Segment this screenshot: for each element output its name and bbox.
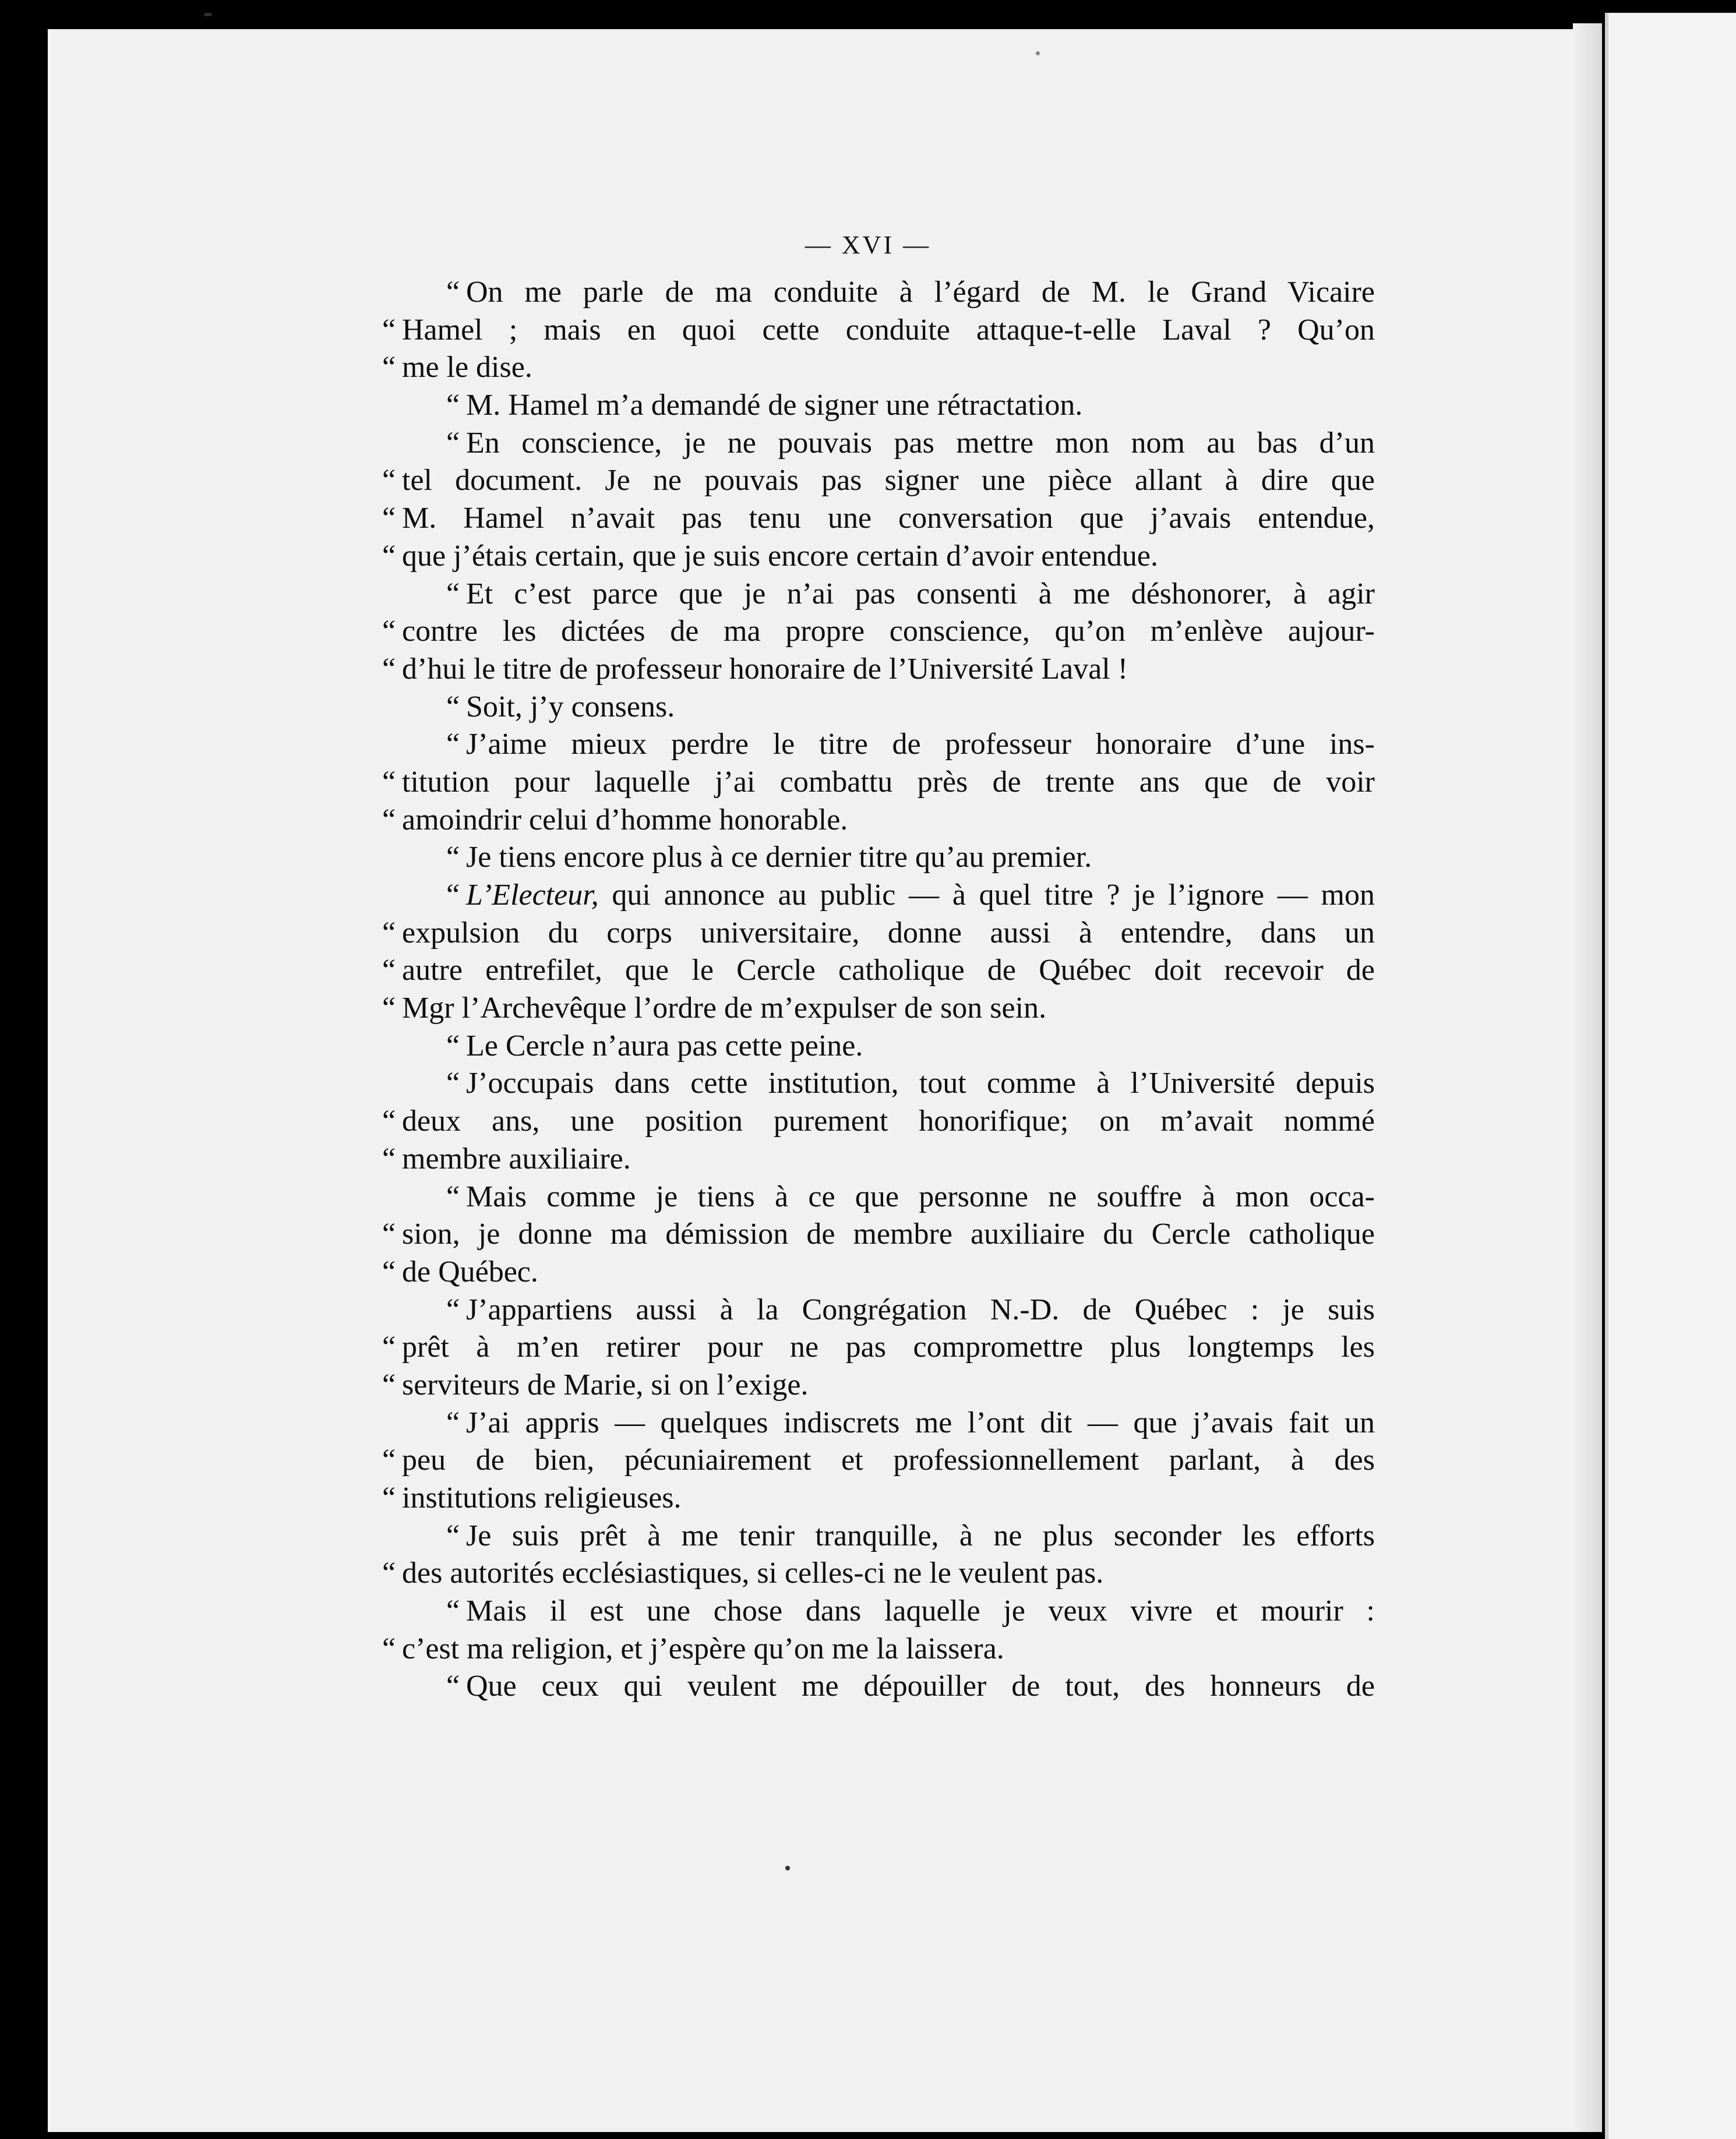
- quote-mark: “: [382, 351, 396, 384]
- text-line: [382, 1442, 1375, 1480]
- quote-mark: “: [446, 1067, 460, 1100]
- line-text: Mais comme je tiens à ce que personne ne souffre à mon occa-: [466, 1180, 1375, 1213]
- quote-mark: “: [446, 1180, 460, 1213]
- scan-speck: [1036, 51, 1040, 55]
- text-line: [402, 726, 1375, 764]
- text-line: [402, 274, 1375, 312]
- text-line: [382, 1254, 1375, 1291]
- text-line: [402, 1404, 1375, 1442]
- quote-mark: “: [382, 313, 396, 347]
- quote-mark: “: [446, 1669, 460, 1703]
- line-text: Et c’est parce que je n’ai pas consenti à me déshonorer, à agir: [466, 577, 1375, 610]
- line-text: J’ai appris — quelques indiscrets me l’ont dit — que j’avais fait un: [466, 1406, 1375, 1439]
- quote-mark: “: [382, 991, 396, 1025]
- line-text: Le Cercle n’aura pas cette peine.: [466, 1029, 863, 1063]
- text-line: [382, 349, 1375, 387]
- quote-mark: “: [382, 1632, 396, 1665]
- scan-speck: [785, 1866, 790, 1870]
- line-text: Je tiens encore plus à ce dernier titre qu’au premier.: [466, 841, 1092, 874]
- page-fold-shadow: [1573, 23, 1602, 2132]
- line-text: Soit, j’y consens.: [466, 690, 675, 723]
- text-line: [382, 462, 1375, 500]
- line-text: Je suis prêt à me tenir tranquille, à ne plus seconder les efforts: [466, 1519, 1375, 1552]
- body-text: [382, 274, 1375, 1706]
- line-text: d’hui le titre de professeur honoraire de l’Université Laval !: [402, 652, 1128, 686]
- text-line: [402, 387, 1375, 425]
- line-text: serviteurs de Marie, si on l’exige.: [402, 1368, 809, 1402]
- page-number-header: — XVI —: [805, 231, 931, 259]
- quote-mark: “: [446, 1406, 460, 1439]
- text-line: [402, 689, 1375, 726]
- line-text: Que ceux qui veulent me dépouiller de tout, des honneurs de: [466, 1669, 1375, 1703]
- quote-mark: “: [382, 1368, 396, 1402]
- line-text: Hamel ; mais en quoi cette conduite attaque-t-elle Laval ? Qu’on: [402, 313, 1375, 347]
- quote-mark: “: [382, 1255, 396, 1289]
- text-line: [382, 500, 1375, 538]
- line-text: M. Hamel n’avait pas tenu une conversation que j’avais entendue,: [402, 502, 1375, 535]
- quote-mark: “: [446, 878, 460, 912]
- text-line: [382, 1216, 1375, 1254]
- scan-speck: [204, 13, 212, 16]
- line-text: me le dise.: [402, 351, 532, 384]
- line-text: tel document. Je ne pouvais pas signer une pièce allant à dire que: [402, 464, 1375, 497]
- text-line: [382, 990, 1375, 1028]
- text-line: [402, 576, 1375, 613]
- quote-mark: “: [382, 539, 396, 573]
- text-line: [382, 651, 1375, 689]
- text-line: [382, 1329, 1375, 1367]
- quote-mark: “: [382, 1443, 396, 1477]
- quote-mark: “: [446, 1519, 460, 1552]
- quote-mark: “: [382, 954, 396, 987]
- line-text: autre entrefilet, que le Cercle catholique de Québec doit recevoir de: [402, 954, 1375, 987]
- text-line: [382, 952, 1375, 990]
- text-line: [382, 1141, 1375, 1178]
- quote-mark: “: [382, 1104, 396, 1138]
- quote-mark: “: [382, 803, 396, 836]
- line-text: deux ans, une position purement honorifique; on m’avait nommé: [402, 1104, 1375, 1138]
- line-text: titution pour laquelle j’ai combattu près de trente ans que de voir: [402, 765, 1375, 799]
- quote-mark: “: [382, 916, 396, 950]
- quote-mark: “: [446, 389, 460, 422]
- quote-mark: “: [382, 502, 396, 535]
- text-line: [402, 1668, 1375, 1706]
- line-text: de Québec.: [402, 1255, 538, 1289]
- text-line: [402, 1517, 1375, 1555]
- line-text: J’aime mieux perdre le titre de professeur honoraire d’une ins-: [466, 728, 1375, 761]
- text-line: [382, 613, 1375, 651]
- line-text: M. Hamel m’a demandé de signer une rétractation.: [466, 389, 1083, 422]
- quote-mark: “: [382, 1330, 396, 1364]
- text-line: [382, 1480, 1375, 1517]
- quote-mark: “: [382, 1481, 396, 1515]
- line-text: que j’étais certain, que je suis encore certain d’avoir entendue.: [402, 539, 1158, 573]
- line-text: prêt à m’en retirer pour ne pas compromettre plus longtemps les: [402, 1330, 1375, 1364]
- line-text: peu de bien, pécuniairement et professionnellement parlant, à des: [402, 1443, 1375, 1477]
- quote-mark: “: [382, 615, 396, 648]
- line-text: contre les dictées de ma propre conscience, qu’on m’enlève aujour-: [402, 615, 1375, 648]
- text-line: [402, 1065, 1375, 1103]
- text-line: [382, 915, 1375, 952]
- quote-mark: “: [382, 1217, 396, 1251]
- text-line: [402, 1178, 1375, 1216]
- quote-mark: “: [446, 1594, 460, 1628]
- quote-mark: “: [382, 1556, 396, 1590]
- text-line: [402, 1291, 1375, 1329]
- quote-mark: “: [446, 426, 460, 460]
- quote-mark: “: [446, 577, 460, 610]
- line-text: amoindrir celui d’homme honorable.: [402, 803, 848, 836]
- text-line: [382, 538, 1375, 576]
- text-line: [382, 1103, 1375, 1141]
- quote-mark: “: [446, 1029, 460, 1063]
- facing-page-edge: [1605, 13, 1736, 2139]
- line-text: qui annonce au public — à quel titre ? je l’ignore — mon: [598, 878, 1375, 912]
- line-text: expulsion du corps universitaire, donne aussi à entendre, dans un: [402, 916, 1375, 950]
- line-text: Mais il est une chose dans laquelle je veux vivre et mourir :: [466, 1594, 1375, 1628]
- line-text: sion, je donne ma démission de membre auxiliaire du Cercle catholique: [402, 1217, 1375, 1251]
- line-text: membre auxiliaire.: [402, 1142, 631, 1176]
- quote-mark: “: [446, 728, 460, 761]
- quote-mark: “: [382, 652, 396, 686]
- text-line: [402, 1028, 1375, 1065]
- text-line: [402, 839, 1375, 877]
- text-line: [382, 802, 1375, 839]
- text-line: [382, 764, 1375, 802]
- quote-mark: “: [382, 765, 396, 799]
- text-line: [402, 1593, 1375, 1630]
- line-text: Mgr l’Archevêque l’ordre de m’expulser de son sein.: [402, 991, 1047, 1025]
- text-line: [382, 1555, 1375, 1593]
- quote-mark: “: [382, 1142, 396, 1176]
- text-line: [402, 877, 1375, 915]
- line-text: c’est ma religion, et j’espère qu’on me la laissera.: [402, 1632, 1004, 1665]
- text-line: [382, 1367, 1375, 1404]
- line-text: En conscience, je ne pouvais pas mettre mon nom au bas d’un: [466, 426, 1375, 460]
- italic-title: L’Electeur,: [466, 878, 599, 912]
- text-line: [382, 312, 1375, 350]
- line-text: des autorités ecclésiastiques, si celles-ci ne le veulent pas.: [402, 1556, 1104, 1590]
- text-line: [402, 425, 1375, 463]
- line-text: On me parle de ma conduite à l’égard de M. le Grand Vicaire: [466, 276, 1375, 309]
- line-text: J’occupais dans cette institution, tout comme à l’Université depuis: [466, 1067, 1375, 1100]
- quote-mark: “: [446, 690, 460, 723]
- quote-mark: “: [446, 276, 460, 309]
- quote-mark: “: [382, 464, 396, 497]
- line-text: J’appartiens aussi à la Congrégation N.-D. de Québec : je suis: [466, 1293, 1375, 1326]
- text-line: [382, 1630, 1375, 1668]
- quote-mark: “: [446, 841, 460, 874]
- line-text: institutions religieuses.: [402, 1481, 682, 1515]
- quote-mark: “: [446, 1293, 460, 1326]
